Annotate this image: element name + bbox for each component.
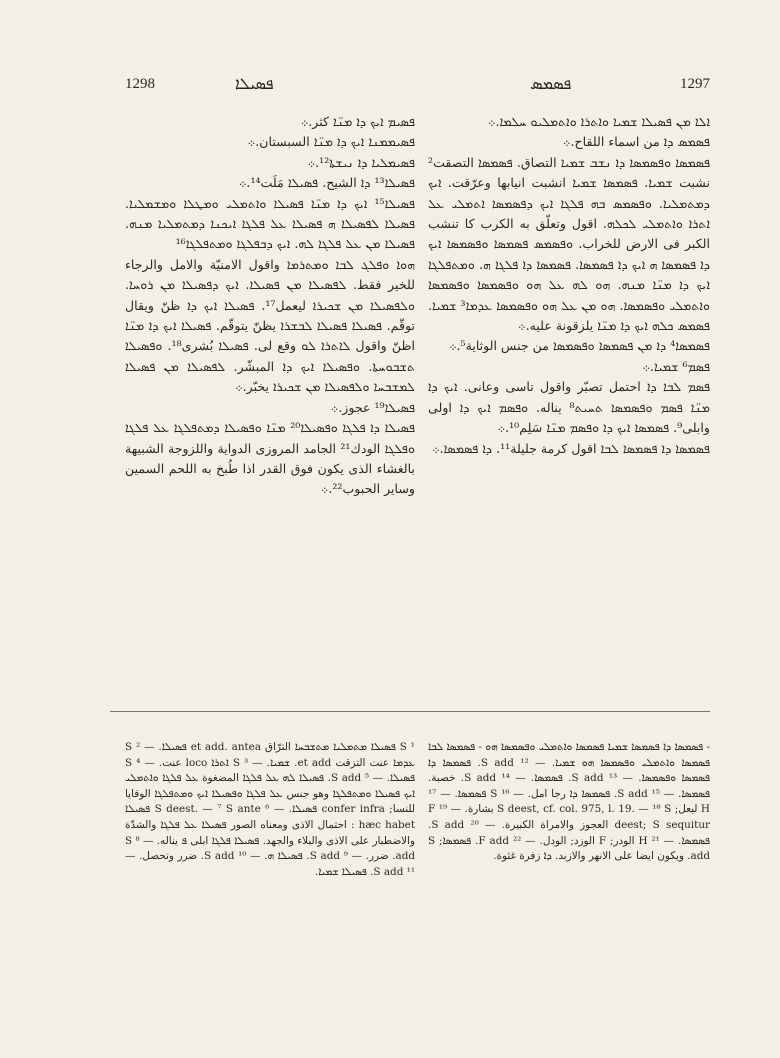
right-footnotes (428, 740, 710, 890)
entry: ܐܠܐ ܡܢ ܦܣܝܠܐ ܫܡܝܐ ܘܐܬܪܐ ܘܐܬܡܠܝܘ ܚܠܡܐ.܀ (487, 114, 710, 129)
entry: ܦܣܡܣܐ⁴ ܕܐ ܡܢ ܦܣܡܣܐ ܘܦܣܡܣܐ من جنس الوثاية⁵.܀ (448, 338, 710, 354)
entry: ܦܣܝܠܐ ܕܐ ܦܠܓܐ ܘܦܣܝܠܐ²⁰ ܡܢ̈ܐ ܘܦܣܝܠܐ ܕܡܬܦܠܓܐ ܥܠ ܦܠܓܐ ܘܦܠܓܐ الودك²¹ الجامد المروزى الدواية واللزوجة الشبيهة بالغشاء الذى يكون فوق القدر اذا طُبخ به اللحم السمين وساير الحبوب²².܀ (125, 420, 415, 497)
right-running-head: ܦܣܡܣ (530, 74, 572, 93)
entry: ܦܣܝܡܠܝܐ ܕܐ ܢܝܫܬܐ¹².܀ (307, 154, 415, 170)
entry: ܦܣܝܠܐ¹³ ܕܐ الشيح. ܦܣܝܠܐ مَلَت¹⁴.܀ (238, 175, 415, 191)
entry: ܦܣܡ⁶ ܫܡܝܐ.܀ (642, 358, 710, 374)
footnote-divider (110, 711, 710, 712)
entry: ܦܣܝܡܡܢܐ ܐܝܟ ܕܐ ܡܢ̈ܐ السبستان.܀ (247, 134, 415, 150)
entry: ܦܣܡܣܐ ܕܐ ܦܣܡܣܐ ܠܒܐ اقول كرمة جليلة¹¹. ܕܐ ܦܣܡܣܐ.܀ (432, 440, 710, 456)
left-column-text (125, 112, 415, 692)
right-column-text (428, 112, 710, 692)
entry: ܦܣܝܡ ܐܝܟ ܕܐ ܡܢ̈ܐ كثر.܀ (300, 114, 415, 129)
entry: ܦܣܝܠܐ¹⁹ عجوز.܀ (330, 399, 415, 415)
entry: ܦܣܡܣ ܕܐ من اسماء اللقاح.܀ (562, 134, 710, 150)
right-page-header (428, 76, 710, 106)
entry: ܦܣܝܠܐ¹⁵ ܐܝܟ ܕܐ ܡܢ̈ܐ ܦܣܝܠܐ ܘܐܬܡܠܝ ܘܡܛܠܐ ܘܡܫܡܠܝܐ. ܦܣܝܠܐ ܠܦܣܝܠܐ ܗ ܦܣܝܠܐ ܥܠ ܦܠܓܐ ܐܝܟܢܐ ܕܡܬܡܠܝܐ ܡܢܗ. ܦܣܝܠܐ ܡܢ ܥܠ ܦܠܓܐ ܠܗ. ܐܝܟ ܕܒܦܠܓܐ ܘܡܬܦܠܓܐ¹⁶ (125, 195, 415, 252)
right-page-number: 1297 (680, 76, 710, 92)
left-footnotes (125, 740, 415, 890)
footnote-block: - ܦܣܡܣܐ ܕܐ ܦܣܡܣܐ ܫܡܝܐ ܦܣܡܣܐ ܘܐܬܡܠܝ ܘܦܣܡܣܐ ܗܘ - ܦܣܡܣܐ ܠܒܐ ܦܣܡܣܐ ܘܐܬܡܠܝ ܘܦܣܡܣܐ ܗܘ ܫܡܝܐ. — ¹² S add. ܦܣܡܣܐ ܕܐ ܦܣܡܣܐ ܘܦܣܡܣܐ. — ¹³ S add. ܦܣܡܣܐ. — ¹⁴ S add. خصبة. ܦܣܡܣܐ. — ¹⁵ S add. ܦܣܡܣܐ ܕܐ رجا امل. — ¹⁶ S ܦܣܡܣܐ. — ¹⁷ H ليعل; S deest, cf. col. 975, l. 19. — ¹⁸ S بشارة. — ¹⁹ F deest; S sequitur العجوز والامراة الكبيرة. — ²⁰ S add. ܦܣܡܣܐ. — ²¹ H الودر; F الوزد; الودل. — ²² F add. ܦܣܡܣܐ; S add. ويكون ايضا على الانهر والازبد. ܕܐ زفرة غثوة. (428, 741, 710, 863)
footnote-block: ¹ S ܦܣܝܠܐ ܡܬܡܠܝܐ ܡܬܫܒܚܐ الترّاق et add. antea ܦܣܝܠܐ. — ² S ܥܕܡܐ عنت التزقت et add. ܫܡܝܐ. — ³ S ܐܬܪܐ loco عنت. — ⁴ S ܦܣܝܠܐ. — ⁵ S add. ܦܣܝܠܐ ܠܗ ܥܠ ܦܠܓܐ المضغوة ܥܠ ܦܠܓܐ ܘܐܬܡܠܝ ܐܝܟ ܦܣܝܠܐ ܘܡܬܦܠܓܐ وهو جنس ܥܠ ܦܠܓܐ ܘܦܣܝܠܐ ܐܝܟ ܘܡܬܦܠܓܐ الوقايا للنسا; confer infra ܦܣܝܠܐ. — ⁶ S deest. — ⁷ S ante ܦܣܝܠܐ hæc habet : احتمال الاذى ومعناه الصور ܦܣܝܠܐ ܥܠ ܦܠܓܐ والشدّة والاضطبار على الاذى والبلاء والجهد. ܦܣܝܠܐ ܦܠܓܐ ابلى ܦ يناله. — ⁸ S add. ضرر. — ⁹ S add. ܦܣܝܠܐ ܗ. — ¹⁰ S add. ضرر وتحصل. — ¹¹ S add. ܦܣܝܠܐ ܫܡܝܐ. (125, 741, 415, 878)
entry: ܗܘܐ ܘܦܠܓ ܠܒܐ ܘܡܬܪܡܐ واقول الامنيّة والامل والرجاء للخير فقط. ܠܦܣܝܠܐ ܡܢ ܦܣܝܠܐ. ܐܝܟ ܕܦܣܝܠܐ ܡܢ ܪܘܚܐ. ܘܠܦܣܝܠܐ ܡܢ ܫܟܝܪܐ ليعمل¹⁷. ܦܣܝܠܐ ܐܝܟ ܕܐ ظنّ ويقال توقّم. ܦܣܝܠܐ ܦܣܝܠܐ ܠܒܫܪܐ يظنّ يتوقّم. ܦܣܝܠܐ ܐܝܟ ܕܐ ܡܢ̈ܐ اظنّ واقول ܠܐܬܪܐ ܠܘ وقع لى. ܦܣܝܠܐ بُشرى¹⁸. ܘܦܣܝܠܐ ܬܫܒܘܚܬܐ. ܘܦܣܝܠܐ ܐܝܟ ܕܐ المبشّر. ܠܦܣܝܠܐ ܡܢ ܦܣܝܠܐ ܠܡܫܒܚܐ ܘܠܦܣܝܠܐ ܡܢ ܫܟܝܪܐ يخبّر.܀ (125, 256, 415, 395)
left-page-header (125, 76, 415, 106)
entry: ܦܣܡ ܠܒܐ ܕܐ احتمل تصبّر واقول تاسى وعانى. ܐܝܟ ܕܐ ܡܢ̈ܐ ܦܣܡ ܘܦܣܡܣܐ ܬܚܝܬ⁸ يناله. ܘܦܣܡ ܐܝܟ ܕܐ اولى وابلى⁹. ܦܣܡܣܐ ܐܝܟ ܕܐ ܘܦܣܡ ܡܢ̈ܐ سَلِم¹⁰.܀ (428, 379, 710, 436)
left-running-head: ܦܣܝܠܐ (235, 74, 274, 93)
left-page-number: 1298 (125, 76, 155, 92)
entry: ܦܣܡܣܐ ܘܦܣܡܣܐ ܕܐ ܢܫܒ ܫܡܝܐ التصاق. ܦܣܡܣܐ التصقت² نشبت ܫܡܝܐ. ܦܣܡܣܐ ܫܡܝܐ انشبت انيابها وعرّقت. ܐܝܟ ܕܡܬܡܠܝܐ. ܘܦܣܡܣ ܒܗ ܦܠܓܐ ܐܝܟ ܕܦܣܡܣܐ ܐܬܡܠܝ ܥܠ ܐܬܪܐ ܘܐܬܡܠܝ ܠܟܠܗ. اقول وتعلّق به الكرب كا تنشب الكبر فى الارض للخراب. ܘܦܣܡܣ ܦܣܡܣܐ ܘܦܣܡܣܐ ܐܝܟ ܕܐ ܦܣܡܣܐ ܗ ܐܝܟ ܕܐ ܦܣܡܣܐ. ܦܣܡܣܐ ܕܐ ܦܠܓܐ ܗ. ܘܡܬܦܠܓܐ ܐܝܟ ܕܐ ܡܢ̈ܐ ܡܢܗ. ܗܘ ܠܗ ܥܠ ܗܘ ܘܦܣܡܣܐ ܘܦܣܡܣܐ ܘܐܬܡܠܝ ܘܦܣܡܣܐ. ܗܘ ܡܢ ܥܠ ܗܘ ܘܦܣܡܣܐ ܥܕܡܐ³ ܫܡܝܐ. ܦܣܡܣ ܟܠܗ ܐܝܟ ܕܐ ܡܢ̈ܐ يلزقونة عليه.܀ (428, 154, 710, 334)
